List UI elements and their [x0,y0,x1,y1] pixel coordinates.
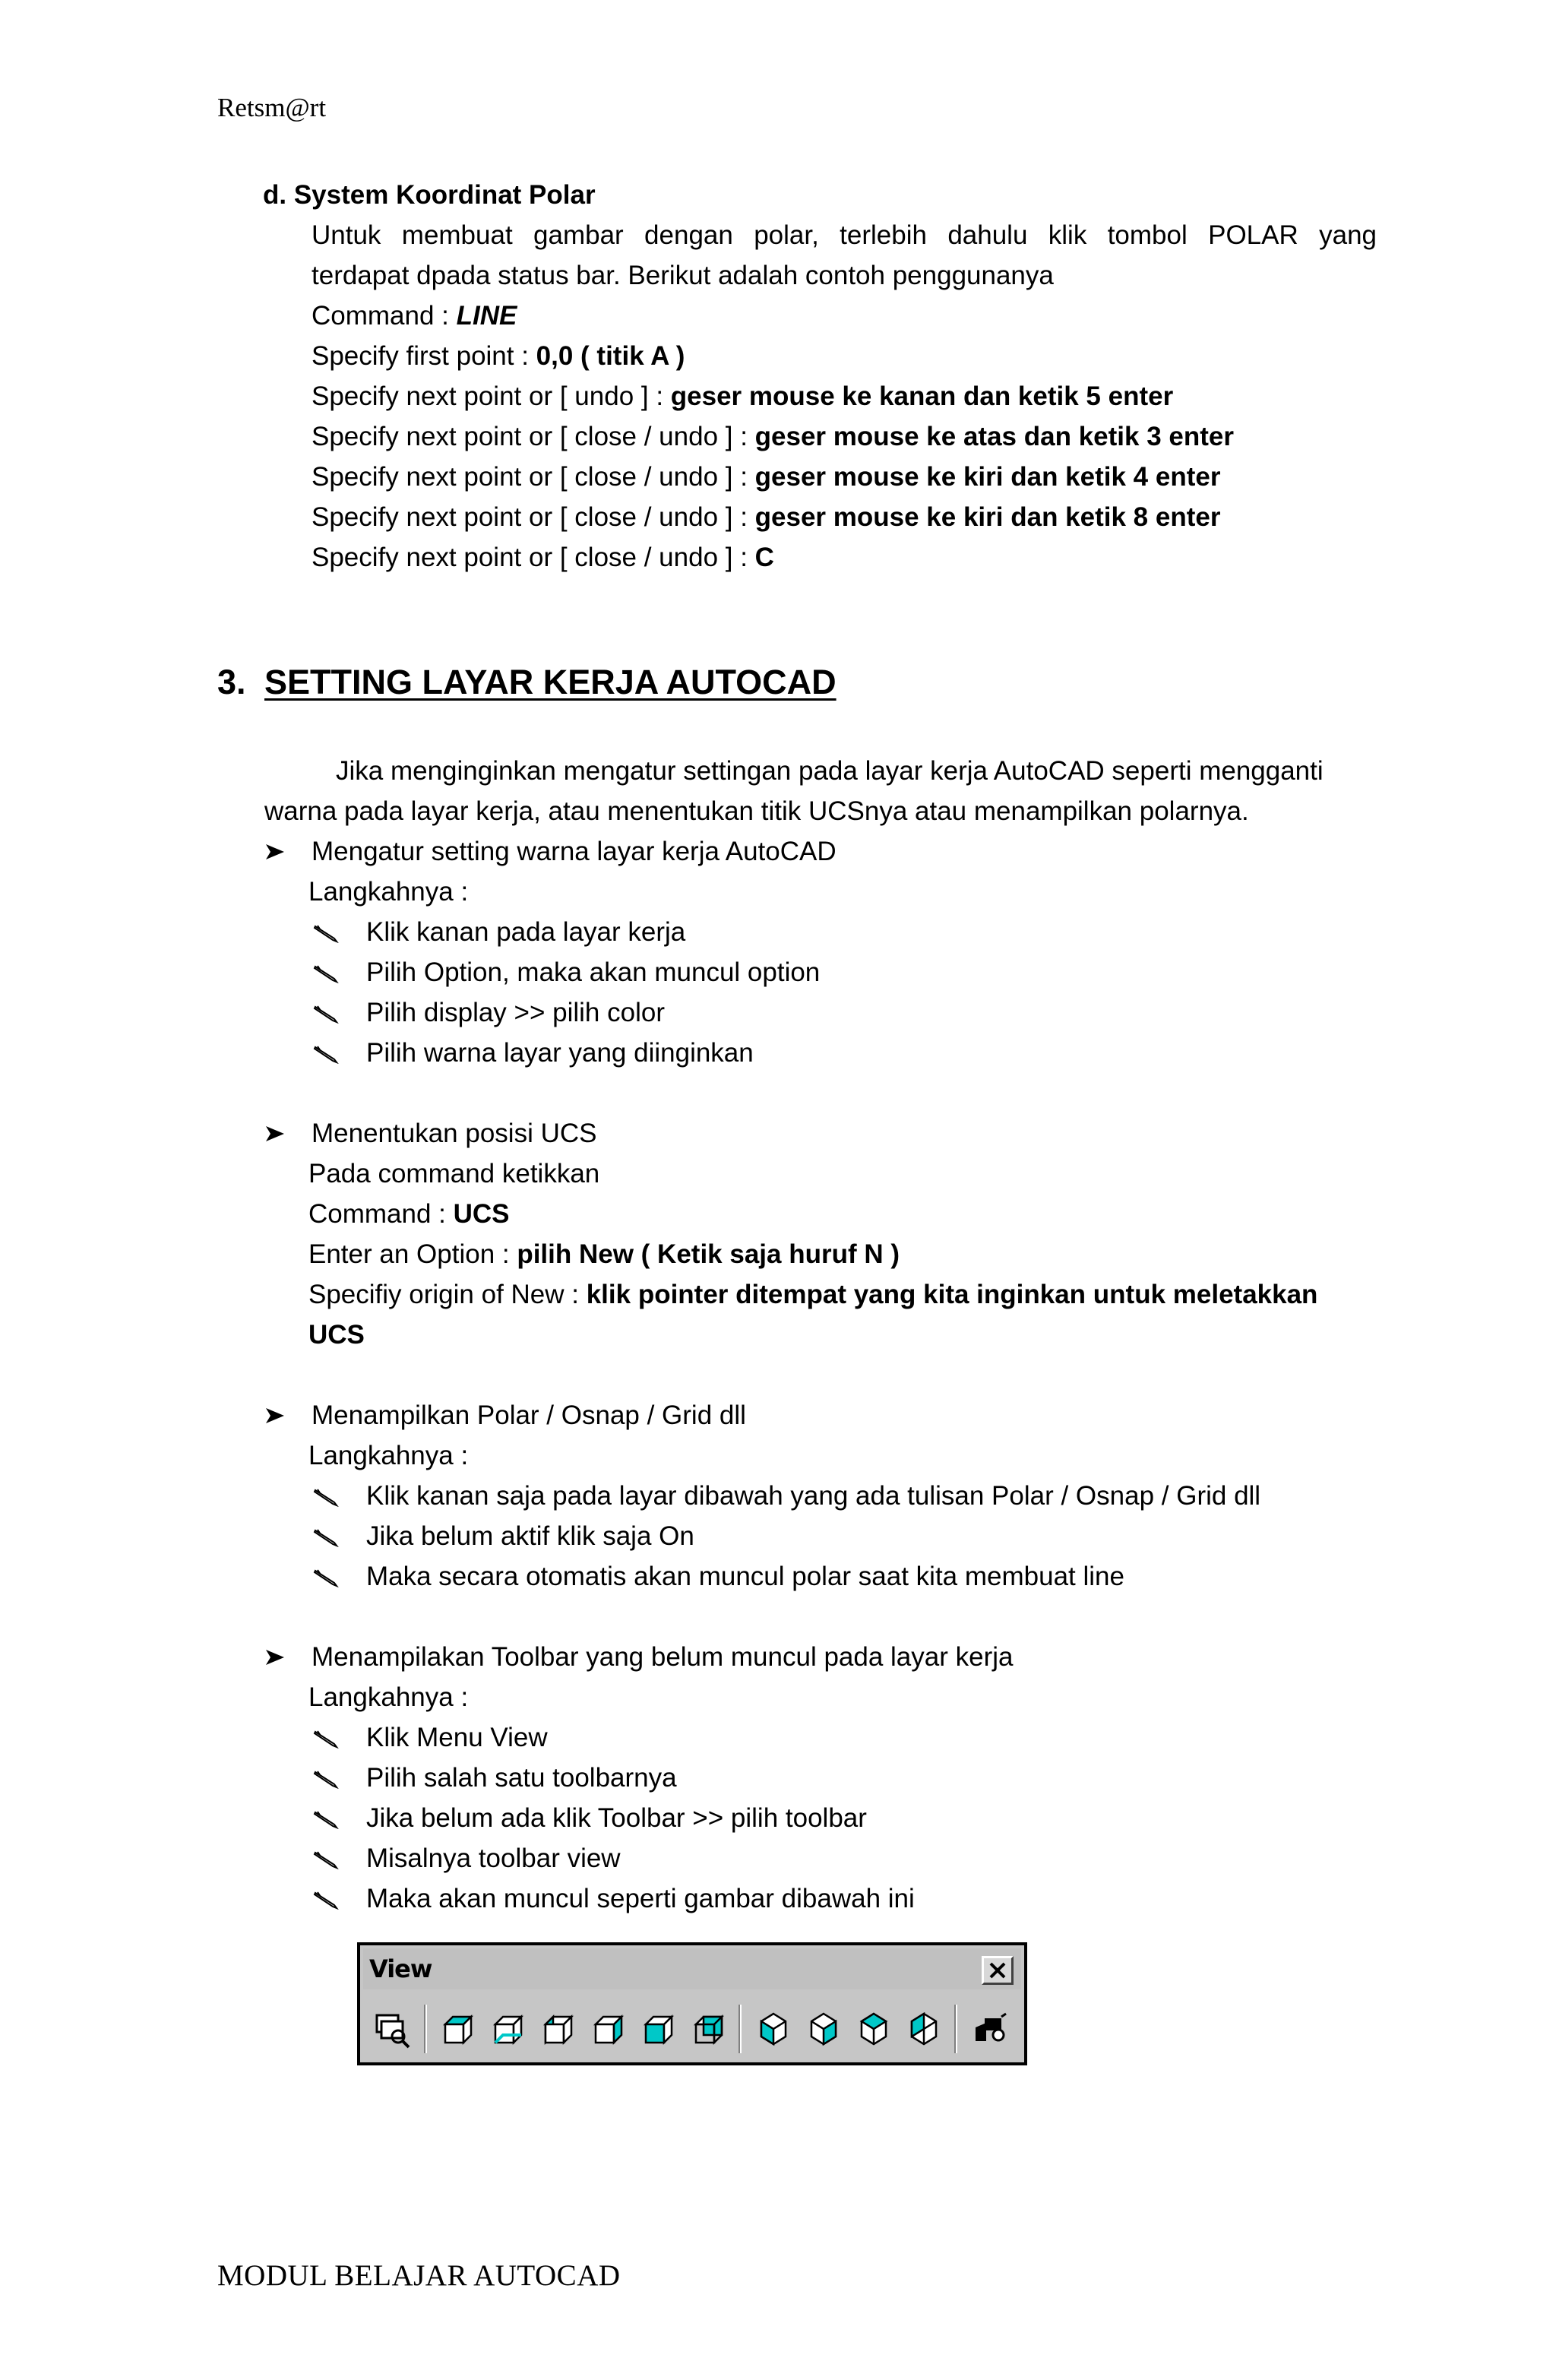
ucs-option-line [308,1239,900,1271]
pen-bullet-icon [313,1044,339,1064]
ucs-option-value: pilih New ( Ketik saja huruf N ) [517,1239,900,1269]
ucs-heading: Menentukan posisi UCS [312,1119,597,1148]
toolbar-title: View [369,1954,432,1983]
command-prompt: Specify next point or [ close / undo ] : [312,422,755,451]
command-line [312,340,685,372]
list-item: Pilih warna layar yang diinginkan [366,1038,754,1068]
list-item: Jika belum ada klik Toolbar >> pilih toolbar [366,1803,867,1833]
ucs-origin-line [308,1279,1317,1311]
list-item: Jika belum aktif klik saja On [366,1521,694,1551]
se-isometric-icon[interactable] [802,2008,845,2050]
command-prompt: Specify next point or [ undo ] : [312,381,671,411]
command-prompt: Specify next point or [ close / undo ] : [312,462,755,492]
ne-isometric-icon[interactable] [852,2008,895,2050]
ucs-origin-prompt: Specifiy origin of New : [308,1280,587,1309]
list-item: Pilih display >> pilih color [366,998,665,1027]
section-d-intro-line2: terdapat dpada status bar. Berikut adalah contoh penggunanya [312,261,1054,290]
command-line [312,421,1234,453]
command-line [312,542,774,574]
command-value: geser mouse ke atas dan ketik 3 enter [754,422,1234,451]
list-item: Maka akan muncul seperti gambar dibawah ini [366,1884,915,1913]
close-x-icon[interactable] [982,1956,1014,1985]
sw-isometric-icon[interactable] [752,2008,795,2050]
section-d-intro-line1: Untuk membuat gambar dengan polar, terlebih dahulu klik tombol POLAR yang [312,220,1377,250]
list-item: Pilih Option, maka akan muncul option [366,957,821,987]
list-item: Klik kanan saja pada layar dibawah yang ada tulisan Polar / Osnap / Grid dll [366,1481,1261,1511]
list-item: Klik Menu View [366,1723,548,1752]
pen-bullet-icon [313,964,339,983]
toolbar-heading: Menampilakan Toolbar yang belum muncul pada layar kerja [312,1642,1014,1672]
pen-bullet-icon [313,1850,339,1869]
ucs-option-prompt: Enter an Option : [308,1239,517,1269]
ucs-command-value: UCS [453,1199,510,1229]
command-prompt: Specify next point or [ close / undo ] : [312,543,755,572]
ucs-origin-continuation: UCS [308,1320,365,1350]
right-view-icon[interactable] [587,2008,629,2050]
pen-bullet-icon [313,1809,339,1829]
toolbar-separator [424,2005,427,2053]
pen-bullet-icon [313,1527,339,1547]
arrow-bullet-icon [264,1400,286,1425]
top-view-icon[interactable] [436,2008,479,2050]
page-header: Retsm@rt [217,93,327,122]
arrow-bullet-icon [264,1641,286,1666]
ucs-command-line [308,1198,510,1230]
pen-bullet-icon [313,1890,339,1910]
section-number: 3. [217,663,246,701]
pen-bullet-icon [313,1769,339,1789]
color-heading: Mengatur setting warna layar kerja AutoCAD [312,837,837,866]
page-footer: MODUL BELAJAR AUTOCAD [217,2259,621,2292]
command-prompt: Specify first point : [312,341,536,371]
list-item: Klik kanan pada layar kerja [366,917,686,947]
list-item: Maka secara otomatis akan muncul polar saat kita membuat line [366,1562,1124,1591]
section-d-title: d. System Koordinat Polar [263,180,596,210]
pen-bullet-icon [313,1729,339,1749]
section-title: SETTING LAYAR KERJA AUTOCAD [264,663,837,701]
arrow-bullet-icon [264,836,286,861]
polar-steps-label: Langkahnya : [308,1441,469,1470]
command-value: geser mouse ke kiri dan ketik 8 enter [754,502,1221,532]
toolbar-separator [954,2005,957,2053]
camera-icon[interactable] [968,2008,1010,2050]
pen-bullet-icon [313,1004,339,1024]
command-value: geser mouse ke kanan dan ketik 5 enter [670,381,1174,411]
command-value: C [754,543,774,572]
front-view-icon[interactable] [637,2008,679,2050]
pen-bullet-icon [313,1568,339,1587]
back-view-icon[interactable] [687,2008,729,2050]
ucs-line1: Pada command ketikkan [308,1159,600,1188]
list-item: Pilih salah satu toolbarnya [366,1763,677,1793]
toolbar-separator [738,2005,742,2053]
list-item: Misalnya toolbar view [366,1844,621,1873]
left-view-icon[interactable] [536,2008,579,2050]
command-prompt: Specify next point or [ close / undo ] : [312,502,755,532]
ucs-command-prompt: Command : [308,1199,454,1229]
command-line [312,381,1173,413]
ucs-origin-value: klik pointer ditempat yang kita inginkan untuk meletakkan [586,1280,1318,1309]
named-views-icon[interactable] [371,2008,413,2050]
section3-intro-line2: warna pada layar kerja, atau menentukan titik UCSnya atau menampilkan polarnya. [264,796,1249,826]
toolbar-titlebar [363,1948,1021,1989]
command-line [312,461,1220,493]
arrow-bullet-icon [264,1118,286,1143]
section3-intro-line1: Jika menginginkan mengatur settingan pada layar kerja AutoCAD seperti mengganti [336,756,1324,786]
nw-isometric-icon[interactable] [903,2008,945,2050]
command-prompt: Command : [312,301,457,331]
pen-bullet-icon [313,1487,339,1507]
toolbar-steps-label: Langkahnya : [308,1682,469,1712]
command-value: 0,0 ( titik A ) [536,341,685,371]
command-value: geser mouse ke kiri dan ketik 4 enter [754,462,1221,492]
command-value: LINE [456,301,517,331]
polar-heading: Menampilkan Polar / Osnap / Grid dll [312,1400,746,1430]
command-line [312,300,517,332]
bottom-view-icon[interactable] [486,2008,529,2050]
pen-bullet-icon [313,923,339,943]
command-line [312,502,1220,533]
color-steps-label: Langkahnya : [308,877,469,907]
toolbar-buttons [363,1991,1021,2059]
view-toolbar-image [357,1942,1027,2065]
